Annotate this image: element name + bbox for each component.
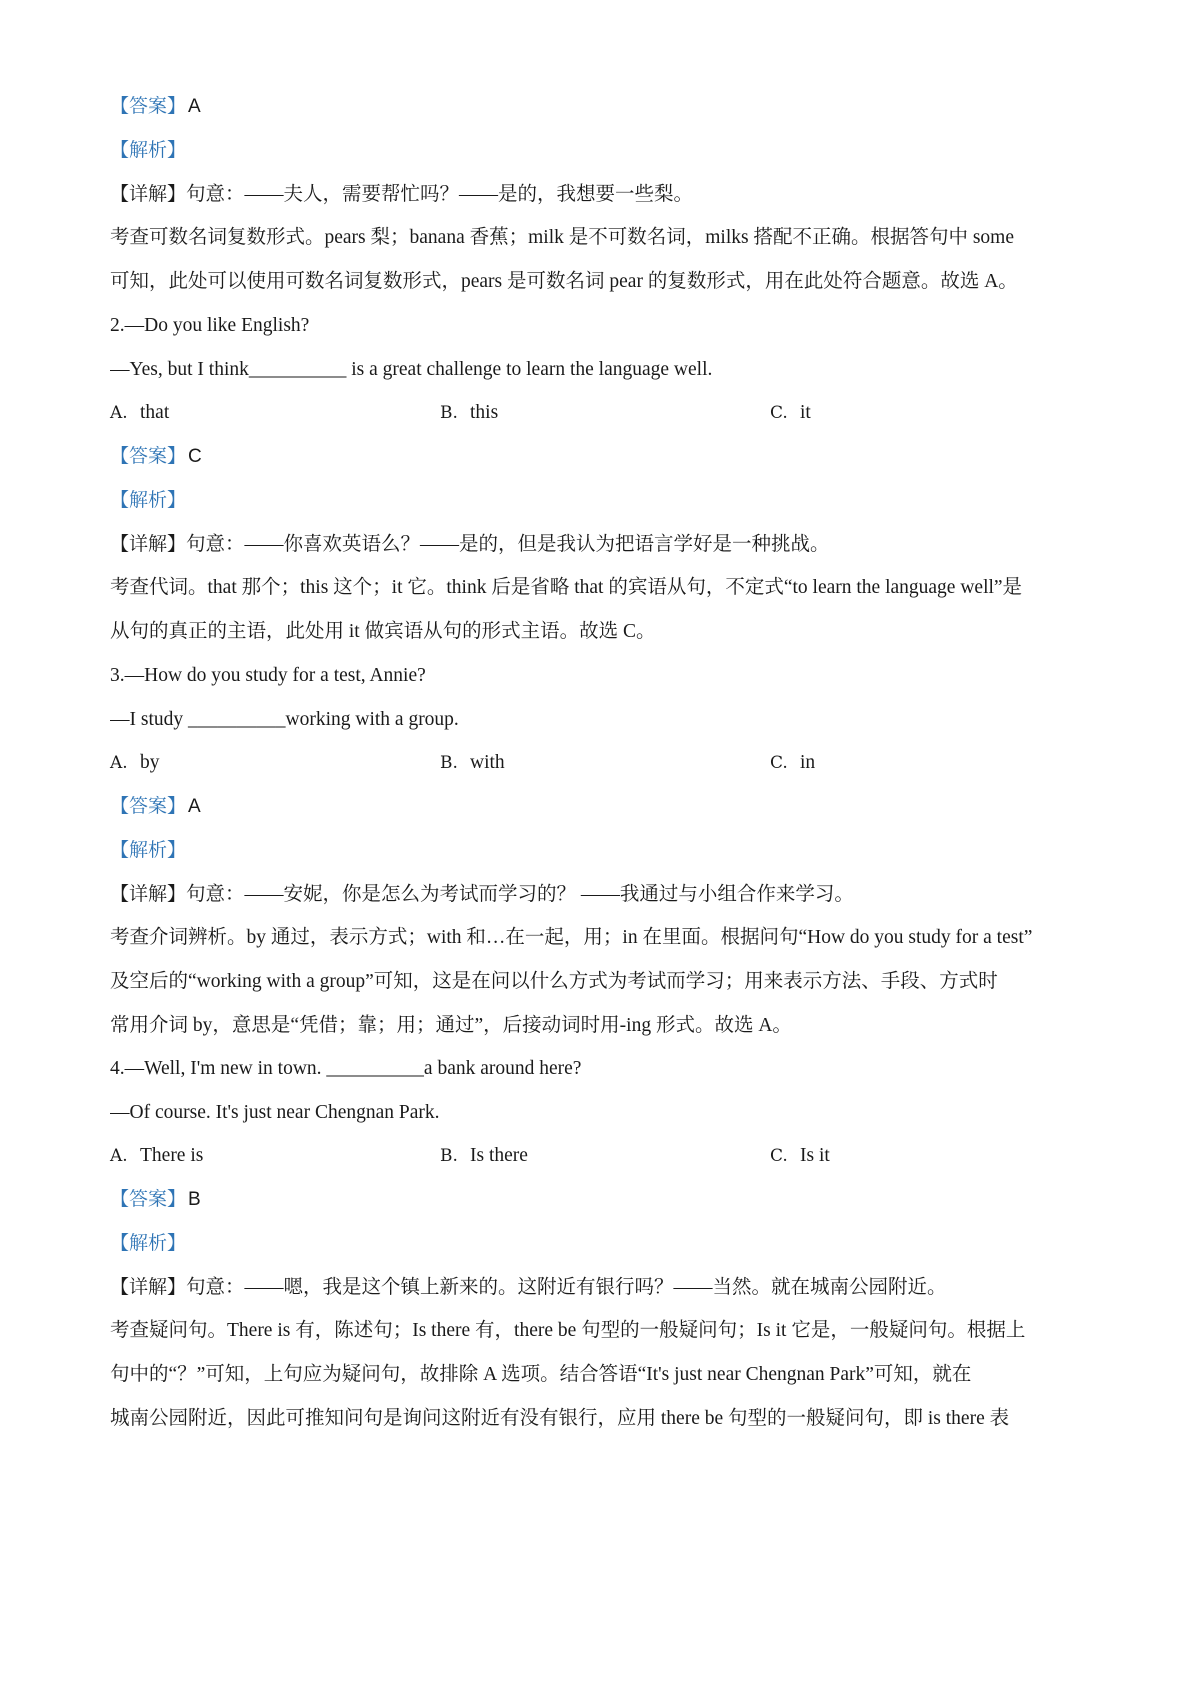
option-letter: B. <box>440 403 458 423</box>
answer-value: B <box>188 1189 201 1210</box>
q3-option-a <box>110 749 160 777</box>
q3-detail-line <box>110 880 1100 909</box>
q1-explain-line-2: 可知，此处可以使用可数名词复数形式，pears 是可数名词 pear 的复数形式，用在此处符合题意。故选 A。 <box>110 271 1018 292</box>
option-text: it <box>800 402 811 423</box>
q3-answer-line <box>110 792 1100 821</box>
analysis-tag: 【解析】 <box>110 839 187 861</box>
option-text: in <box>800 752 816 773</box>
detail-text: 句意：——嗯，我是这个镇上新来的。这附近有银行吗？——当然。就在城南公园附近。 <box>186 1277 947 1298</box>
q2-answer-line <box>110 442 1100 471</box>
q2-stem: 2.—Do you like English? <box>110 315 310 336</box>
detail-tag: 【详解】 <box>110 883 187 905</box>
q4-reply: —Of course. It's just near Chengnan Park. <box>110 1102 440 1123</box>
analysis-tag: 【解析】 <box>110 1232 187 1254</box>
detail-tag: 【详解】 <box>110 183 187 205</box>
answer-value: C <box>188 446 202 467</box>
answer-tag: 【答案】 <box>110 95 187 117</box>
q1-answer-line <box>110 92 1100 121</box>
detail-tag: 【详解】 <box>110 533 187 555</box>
q4-stem: 4.—Well, I'm new in town. __________a bank around here? <box>110 1058 582 1079</box>
q3-explain-line-1: 考查介词辨析。by 通过，表示方式；with 和…在一起，用；in 在里面。根据问句“How do you study for a test” <box>110 927 1033 948</box>
option-letter: A. <box>110 753 128 773</box>
q1-explain-line-1: 考查可数名词复数形式。pears 梨；banana 香蕉；milk 是不可数名词，milks 搭配不正确。根据答句中 some <box>110 227 1014 248</box>
option-text: Is it <box>800 1145 830 1166</box>
answer-value: A <box>188 796 201 817</box>
option-letter: C. <box>770 403 788 423</box>
q2-option-b <box>440 399 498 427</box>
q4-analysis-line <box>110 1229 1100 1258</box>
q2-detail-line <box>110 530 1100 559</box>
answer-tag: 【答案】 <box>110 445 187 467</box>
q4-explain-line-3: 城南公园附近，因此可推知问句是询问这附近有没有银行，应用 there be 句型的一般疑问句，即 is there 表 <box>110 1408 1010 1429</box>
analysis-tag: 【解析】 <box>110 139 187 161</box>
detail-text: 句意：——安妮，你是怎么为考试而学习的？ ——我通过与小组合作来学习。 <box>186 884 854 905</box>
q4-option-b <box>440 1142 528 1170</box>
q4-option-c <box>770 1142 830 1170</box>
option-letter: A. <box>110 1146 128 1166</box>
option-text: There is <box>140 1145 204 1166</box>
option-text: with <box>470 752 505 773</box>
option-text: by <box>140 752 160 773</box>
q3-option-c <box>770 749 815 777</box>
answer-tag: 【答案】 <box>110 795 187 817</box>
option-letter: C. <box>770 753 788 773</box>
q2-analysis-line <box>110 486 1100 515</box>
q3-explain-line-3: 常用介词 by，意思是“凭借；靠；用；通过”，后接动词时用-ing 形式。故选 A。 <box>110 1015 792 1036</box>
option-letter: C. <box>770 1146 788 1166</box>
q4-option-a <box>110 1142 203 1170</box>
detail-text: 句意：——你喜欢英语么？——是的，但是我认为把语言学好是一种挑战。 <box>186 534 830 555</box>
q3-option-b <box>440 749 505 777</box>
q2-explain-line-2: 从句的真正的主语，此处用 it 做宾语从句的形式主语。故选 C。 <box>110 621 656 642</box>
detail-tag: 【详解】 <box>110 1276 187 1298</box>
q3-explain-line-2: 及空后的“working with a group”可知，这是在问以什么方式为考试而学习；用来表示方法、手段、方式时 <box>110 971 998 992</box>
option-text: that <box>140 402 170 423</box>
q4-explain-line-1: 考查疑问句。There is 有，陈述句；Is there 有，there be 句型的一般疑问句；Is it 它是，一般疑问句。根据上 <box>110 1320 1026 1341</box>
q4-detail-line <box>110 1273 1100 1302</box>
q2-explain-line-1: 考查代词。that 那个；this 这个；it 它。think 后是省略 that 的宾语从句，不定式“to learn the language well”是 <box>110 577 1023 598</box>
option-text: this <box>470 402 499 423</box>
q3-stem: 3.—How do you study for a test, Annie? <box>110 665 426 686</box>
analysis-tag: 【解析】 <box>110 489 187 511</box>
option-text: Is there <box>470 1145 528 1166</box>
option-letter: A. <box>110 403 128 423</box>
q4-answer-line <box>110 1185 1100 1214</box>
q1-analysis-line <box>110 136 1100 165</box>
q1-detail-line <box>110 180 1100 209</box>
option-letter: B. <box>440 1146 458 1166</box>
q2-option-a <box>110 399 169 427</box>
q2-reply: —Yes, but I think__________ is a great challenge to learn the language well. <box>110 359 713 380</box>
q2-option-c <box>770 399 811 427</box>
answer-tag: 【答案】 <box>110 1188 187 1210</box>
q3-reply: —I study __________working with a group. <box>110 709 459 730</box>
q4-explain-line-2: 句中的“？”可知，上句应为疑问句，故排除 A 选项。结合答语“It's just near Chengnan Park”可知，就在 <box>110 1364 972 1385</box>
q3-analysis-line <box>110 836 1100 865</box>
answer-value: A <box>188 96 201 117</box>
option-letter: B. <box>440 753 458 773</box>
detail-text: 句意：——夫人，需要帮忙吗？——是的，我想要一些梨。 <box>186 184 694 205</box>
